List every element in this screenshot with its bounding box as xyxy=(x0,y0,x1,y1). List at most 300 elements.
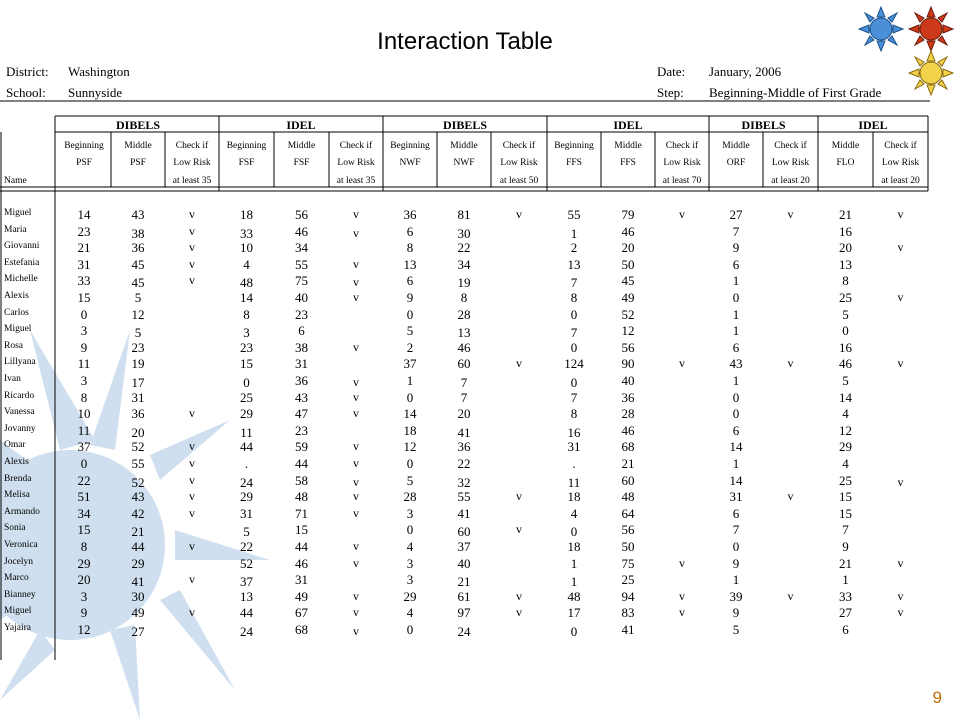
score-cell: 24 xyxy=(240,475,253,490)
column-header-line2: Low Risk xyxy=(771,158,810,168)
group-header: DIBELS xyxy=(115,118,161,132)
score-cell: 6 xyxy=(732,340,740,355)
score-cell: 23 xyxy=(295,423,308,438)
low-risk-check: v xyxy=(787,589,794,603)
low-risk-check: v xyxy=(189,456,195,470)
student-name: Alexis xyxy=(4,291,29,301)
score-cell: 1 xyxy=(732,572,740,587)
score-cell: 7 xyxy=(460,390,468,405)
score-cell: 31 xyxy=(567,439,581,454)
score-cell: 30 xyxy=(131,589,145,604)
low-risk-check: v xyxy=(189,572,195,586)
score-cell: 17 xyxy=(131,375,145,390)
column-header-line1: Middle xyxy=(450,141,478,151)
score-cell: 0 xyxy=(406,307,414,322)
score-cell: 55 xyxy=(457,489,471,504)
score-cell: 46 xyxy=(621,423,635,438)
score-cell: 60 xyxy=(457,524,471,539)
low-risk-check: v xyxy=(897,589,904,603)
score-cell: 59 xyxy=(295,439,308,454)
score-cell: 37 xyxy=(403,356,417,371)
score-cell: 48 xyxy=(567,589,581,604)
name-column-header: Name xyxy=(4,176,27,186)
column-header-line1: Middle xyxy=(722,141,750,151)
score-cell: 9 xyxy=(406,290,414,305)
student-name: Sonia xyxy=(4,523,26,533)
column-header-line2: Low Risk xyxy=(881,158,920,168)
score-cell: 29 xyxy=(839,439,852,454)
score-cell: 28 xyxy=(403,489,417,504)
score-cell: 12 xyxy=(621,323,635,338)
score-cell: 46 xyxy=(295,224,308,239)
score-cell: 5 xyxy=(406,473,414,488)
district-school-info xyxy=(6,61,130,103)
score-cell: 44 xyxy=(295,456,308,471)
low-risk-check: v xyxy=(516,522,522,536)
low-risk-check: v xyxy=(353,275,359,289)
score-cell: 30 xyxy=(457,226,471,241)
column-header-line3: at least 70 xyxy=(662,176,702,186)
low-risk-check: v xyxy=(353,257,359,271)
score-cell: 23 xyxy=(240,340,253,355)
score-cell: 50 xyxy=(621,257,635,272)
score-cell: 4 xyxy=(406,605,414,620)
score-cell: 4 xyxy=(406,539,414,554)
score-cell: 36 xyxy=(295,373,308,388)
score-cell: 52 xyxy=(240,556,253,571)
score-cell: 1 xyxy=(732,323,740,338)
score-cell: 15 xyxy=(839,489,852,504)
low-risk-check: v xyxy=(189,473,195,487)
score-cell: 7 xyxy=(570,325,578,340)
low-risk-check: v xyxy=(189,240,195,254)
score-cell: 40 xyxy=(621,373,635,388)
score-cell: 33 xyxy=(77,273,91,288)
score-cell: 38 xyxy=(131,226,145,241)
score-cell: 13 xyxy=(240,589,253,604)
low-risk-check: v xyxy=(353,439,359,453)
score-cell: 1 xyxy=(732,273,740,288)
score-cell: 0 xyxy=(732,406,740,421)
low-risk-check: v xyxy=(189,207,195,221)
score-cell: 13 xyxy=(403,257,417,272)
score-cell: 45 xyxy=(621,273,635,288)
score-cell: 10 xyxy=(240,240,253,255)
score-cell: 21 xyxy=(457,574,471,589)
score-cell: 16 xyxy=(567,425,581,440)
column-header-line3: at least 20 xyxy=(881,176,920,186)
score-cell: 37 xyxy=(77,439,91,454)
student-name: Marco xyxy=(4,573,29,583)
score-cell: 5 xyxy=(406,323,414,338)
score-cell: 43 xyxy=(729,356,743,371)
score-cell: 6 xyxy=(732,423,740,438)
score-cell: 6 xyxy=(406,273,414,288)
student-name: Omar xyxy=(4,440,26,450)
low-risk-check: v xyxy=(353,605,359,619)
score-cell: 18 xyxy=(567,539,581,554)
low-risk-check: v xyxy=(353,375,359,389)
score-cell: 10 xyxy=(77,406,91,421)
score-cell: 1 xyxy=(732,373,740,388)
yellow-sun-icon xyxy=(908,50,954,96)
score-cell: 68 xyxy=(621,439,635,454)
score-cell: 15 xyxy=(839,506,852,521)
score-cell: 29 xyxy=(240,406,253,421)
score-cell: 12 xyxy=(403,439,417,454)
score-cell: 45 xyxy=(131,257,145,272)
score-cell: 0 xyxy=(406,622,414,637)
score-cell: 36 xyxy=(457,439,471,454)
column-header-line1: Check if xyxy=(774,141,807,151)
score-cell: 31 xyxy=(240,506,253,521)
column-header-line1: Check if xyxy=(665,141,699,151)
score-cell: 3 xyxy=(80,589,88,604)
score-cell: 46 xyxy=(457,340,471,355)
low-risk-check: v xyxy=(516,605,522,619)
score-cell: 14 xyxy=(77,207,91,222)
low-risk-check: v xyxy=(189,506,195,520)
score-cell: 18 xyxy=(403,423,417,438)
score-cell: 60 xyxy=(457,356,471,371)
score-cell: 33 xyxy=(240,226,253,241)
score-cell: 25 xyxy=(839,473,852,488)
score-cell: 4 xyxy=(570,506,578,521)
score-cell: 34 xyxy=(295,240,308,255)
student-name: Miguel xyxy=(4,606,32,616)
blue-sun-icon xyxy=(858,6,904,52)
score-cell: 31 xyxy=(295,572,308,587)
score-cell: 55 xyxy=(567,207,581,222)
score-cell: 7 xyxy=(732,224,740,239)
score-cell: 50 xyxy=(621,539,635,554)
score-cell: 9 xyxy=(732,240,740,255)
score-cell: 37 xyxy=(457,539,471,554)
low-risk-check: v xyxy=(516,356,522,370)
low-risk-check: v xyxy=(189,273,195,287)
score-cell: 11 xyxy=(240,425,253,440)
column-header-line1: Check if xyxy=(175,141,209,151)
score-cell: 34 xyxy=(457,257,471,272)
score-cell: 41 xyxy=(131,574,145,589)
score-cell: 12 xyxy=(131,307,145,322)
score-cell: 46 xyxy=(621,224,635,239)
low-risk-check: v xyxy=(353,406,359,420)
student-name: Michelle xyxy=(4,274,38,284)
score-cell: 49 xyxy=(295,589,308,604)
score-cell: 90 xyxy=(621,356,635,371)
student-name: Miguel xyxy=(4,208,32,218)
score-cell: 14 xyxy=(729,439,743,454)
score-cell: 44 xyxy=(240,439,253,454)
score-cell: 44 xyxy=(131,539,145,554)
column-header-line1: Middle xyxy=(831,141,860,151)
score-cell: 23 xyxy=(77,224,91,239)
score-cell: 25 xyxy=(839,290,852,305)
column-header-line1: Beginning xyxy=(554,141,594,151)
score-cell: 7 xyxy=(460,375,468,390)
score-cell: 21 xyxy=(131,524,145,539)
score-cell: 40 xyxy=(295,290,308,305)
group-header: DIBELS xyxy=(741,118,786,132)
score-cell: 21 xyxy=(839,556,852,571)
score-cell: 48 xyxy=(295,489,308,504)
score-cell: 16 xyxy=(839,340,852,355)
low-risk-check: v xyxy=(897,556,904,570)
score-cell: 31 xyxy=(729,489,743,504)
low-risk-check: v xyxy=(353,226,359,240)
score-cell: 8 xyxy=(80,539,88,554)
column-header-line2: FSF xyxy=(293,158,310,168)
score-cell: 6 xyxy=(842,622,849,637)
score-cell: 1 xyxy=(732,307,740,322)
low-risk-check: v xyxy=(353,340,359,354)
score-cell: 6 xyxy=(406,224,414,239)
score-cell: 0 xyxy=(570,340,578,355)
district-value: Washington xyxy=(68,64,130,79)
score-cell: 36 xyxy=(403,207,417,222)
red-sun-icon xyxy=(908,6,954,52)
score-cell: 7 xyxy=(842,522,849,537)
score-cell: 40 xyxy=(457,556,471,571)
score-cell: 36 xyxy=(131,406,145,421)
score-cell: 6 xyxy=(732,257,740,272)
score-cell: 9 xyxy=(80,340,88,355)
low-risk-check: v xyxy=(353,475,359,489)
score-cell: 0 xyxy=(732,539,740,554)
score-cell: 22 xyxy=(457,456,471,471)
score-cell: 37 xyxy=(240,574,253,589)
score-cell: 49 xyxy=(621,290,635,305)
low-risk-check: v xyxy=(679,556,685,570)
student-name: Brenda xyxy=(4,474,32,484)
score-cell: 97 xyxy=(457,605,471,620)
score-cell: 29 xyxy=(131,556,145,571)
score-cell: 3 xyxy=(80,373,88,388)
score-cell: 9 xyxy=(80,605,88,620)
score-cell: 8 xyxy=(570,406,578,421)
score-cell: 11 xyxy=(77,356,91,371)
score-cell: 1 xyxy=(842,572,849,587)
score-cell: 64 xyxy=(621,506,635,521)
column-header-line2: PSF xyxy=(76,158,92,168)
score-cell: 0 xyxy=(570,524,578,539)
score-cell: 17 xyxy=(567,605,581,620)
low-risk-check: v xyxy=(189,489,195,503)
score-cell: 31 xyxy=(131,390,145,405)
score-cell: 23 xyxy=(131,340,145,355)
score-cell: 42 xyxy=(131,506,145,521)
score-cell: 49 xyxy=(131,605,145,620)
low-risk-check: v xyxy=(353,207,359,221)
score-cell: 8 xyxy=(460,290,468,305)
column-header-line2: Low Risk xyxy=(663,158,701,168)
score-cell: 27 xyxy=(131,624,145,639)
score-cell: 0 xyxy=(406,456,414,471)
score-cell: 6 xyxy=(732,506,740,521)
student-name: Ivan xyxy=(4,374,21,384)
date-label: Date: xyxy=(657,64,686,79)
score-cell: 19 xyxy=(457,275,471,290)
column-header-line1: Check if xyxy=(884,141,917,151)
student-name: Bianney xyxy=(4,590,36,600)
score-cell: 15 xyxy=(77,290,91,305)
score-cell: 0 xyxy=(732,390,740,405)
low-risk-check: v xyxy=(897,605,904,619)
student-name: Alexis xyxy=(4,457,29,467)
low-risk-check: v xyxy=(353,456,359,470)
score-cell: 11 xyxy=(77,423,91,438)
score-cell: 16 xyxy=(839,224,852,239)
score-cell: 0 xyxy=(570,307,578,322)
low-risk-check: v xyxy=(353,539,359,553)
student-name: Lillyana xyxy=(4,357,36,367)
low-risk-check: v xyxy=(353,589,359,603)
score-cell: 52 xyxy=(131,475,145,490)
score-cell: 20 xyxy=(457,406,471,421)
score-cell: 4 xyxy=(842,406,849,421)
score-cell: 56 xyxy=(621,522,635,537)
score-cell: 14 xyxy=(729,473,743,488)
score-cell: 32 xyxy=(457,475,471,490)
score-cell: 9 xyxy=(842,539,849,554)
score-cell: 13 xyxy=(839,257,852,272)
score-cell: 52 xyxy=(131,439,145,454)
score-cell: 43 xyxy=(131,207,145,222)
score-cell: 12 xyxy=(839,423,852,438)
score-cell: 8 xyxy=(80,390,88,405)
student-name: Carlos xyxy=(4,308,29,318)
score-cell: 15 xyxy=(295,522,308,537)
score-cell: 67 xyxy=(295,605,308,620)
score-cell: 18 xyxy=(567,489,581,504)
score-cell: 2 xyxy=(406,340,414,355)
group-header: IDEL xyxy=(858,118,888,132)
low-risk-check: v xyxy=(353,489,359,503)
score-cell: . xyxy=(572,456,576,471)
student-name: Veronica xyxy=(4,540,38,550)
score-cell: 83 xyxy=(621,605,635,620)
low-risk-check: v xyxy=(189,539,195,553)
score-cell: 38 xyxy=(295,340,308,355)
score-cell: 4 xyxy=(243,257,250,272)
score-cell: 5 xyxy=(842,373,849,388)
score-cell: 20 xyxy=(77,572,91,587)
student-name: Rosa xyxy=(4,341,23,351)
low-risk-check: v xyxy=(897,240,904,254)
low-risk-check: v xyxy=(353,624,359,638)
score-cell: 43 xyxy=(295,390,308,405)
low-risk-check: v xyxy=(353,506,359,520)
score-cell: 0 xyxy=(80,307,88,322)
low-risk-check: v xyxy=(189,439,195,453)
student-name: Jocelyn xyxy=(4,557,34,567)
group-header: IDEL xyxy=(286,118,316,132)
score-cell: 71 xyxy=(295,506,308,521)
score-cell: 2 xyxy=(570,240,578,255)
low-risk-check: v xyxy=(516,207,522,221)
score-cell: 1 xyxy=(732,456,740,471)
column-header-line2: FFS xyxy=(566,158,582,168)
score-cell: . xyxy=(244,456,249,471)
score-cell: 94 xyxy=(621,589,635,604)
score-cell: 44 xyxy=(240,605,253,620)
low-risk-check: v xyxy=(787,489,794,503)
column-header-line1: Beginning xyxy=(226,141,267,151)
score-cell: 0 xyxy=(406,390,414,405)
score-cell: 3 xyxy=(406,572,414,587)
score-cell: 45 xyxy=(131,275,145,290)
score-cell: 14 xyxy=(240,290,253,305)
low-risk-check: v xyxy=(353,556,359,570)
low-risk-check: v xyxy=(516,589,522,603)
score-cell: 13 xyxy=(567,257,581,272)
score-cell: 44 xyxy=(295,539,308,554)
score-cell: 58 xyxy=(295,473,308,488)
score-cell: 81 xyxy=(457,207,471,222)
score-cell: 24 xyxy=(457,624,471,639)
score-cell: 33 xyxy=(839,589,852,604)
low-risk-check: v xyxy=(787,356,794,370)
score-cell: 6 xyxy=(298,323,305,338)
score-cell: 61 xyxy=(457,589,471,604)
low-risk-check: v xyxy=(679,356,685,370)
low-risk-check: v xyxy=(189,224,195,238)
score-cell: 1 xyxy=(570,226,578,241)
score-cell: 41 xyxy=(621,622,635,637)
column-header-line3: at least 50 xyxy=(499,176,539,186)
score-cell: 56 xyxy=(295,207,308,222)
student-name: Vanessa xyxy=(4,407,35,417)
column-header-line3: at least 35 xyxy=(336,176,376,186)
step-label: Step: xyxy=(657,85,684,100)
score-cell: 23 xyxy=(295,307,308,322)
score-cell: 75 xyxy=(295,273,308,288)
low-risk-check: v xyxy=(897,207,904,221)
low-risk-check: v xyxy=(353,390,359,404)
score-cell: 21 xyxy=(77,240,91,255)
score-cell: 124 xyxy=(564,356,584,371)
student-name: Estefania xyxy=(4,258,40,268)
student-name: Jovanny xyxy=(4,424,36,434)
column-header-line3: at least 35 xyxy=(172,176,212,186)
score-cell: 52 xyxy=(621,307,635,322)
date-value: January, 2006 xyxy=(709,64,782,79)
score-cell: 0 xyxy=(842,323,849,338)
score-cell: 0 xyxy=(570,375,578,390)
school-value: Sunnyside xyxy=(68,85,123,100)
score-cell: 36 xyxy=(131,240,145,255)
score-cell: 21 xyxy=(621,456,635,471)
score-cell: 12 xyxy=(77,622,91,637)
score-cell: 1 xyxy=(406,373,414,388)
column-header-line2: ORF xyxy=(726,158,746,168)
low-risk-check: v xyxy=(189,257,195,271)
column-header-line2: NWF xyxy=(399,158,421,168)
score-cell: 41 xyxy=(457,425,471,440)
score-cell: 31 xyxy=(77,257,91,272)
column-header-line2: Low Risk xyxy=(173,158,211,168)
column-header-line1: Check if xyxy=(502,141,536,151)
student-name: Giovanni xyxy=(4,241,40,251)
low-risk-check: v xyxy=(679,589,685,603)
column-header-line3: at least 20 xyxy=(771,176,810,186)
score-cell: 0 xyxy=(406,522,414,537)
score-cell: 36 xyxy=(621,390,635,405)
column-header-line1: Beginning xyxy=(64,141,104,151)
column-header-line2: FFS xyxy=(620,158,636,168)
score-cell: 79 xyxy=(621,207,635,222)
